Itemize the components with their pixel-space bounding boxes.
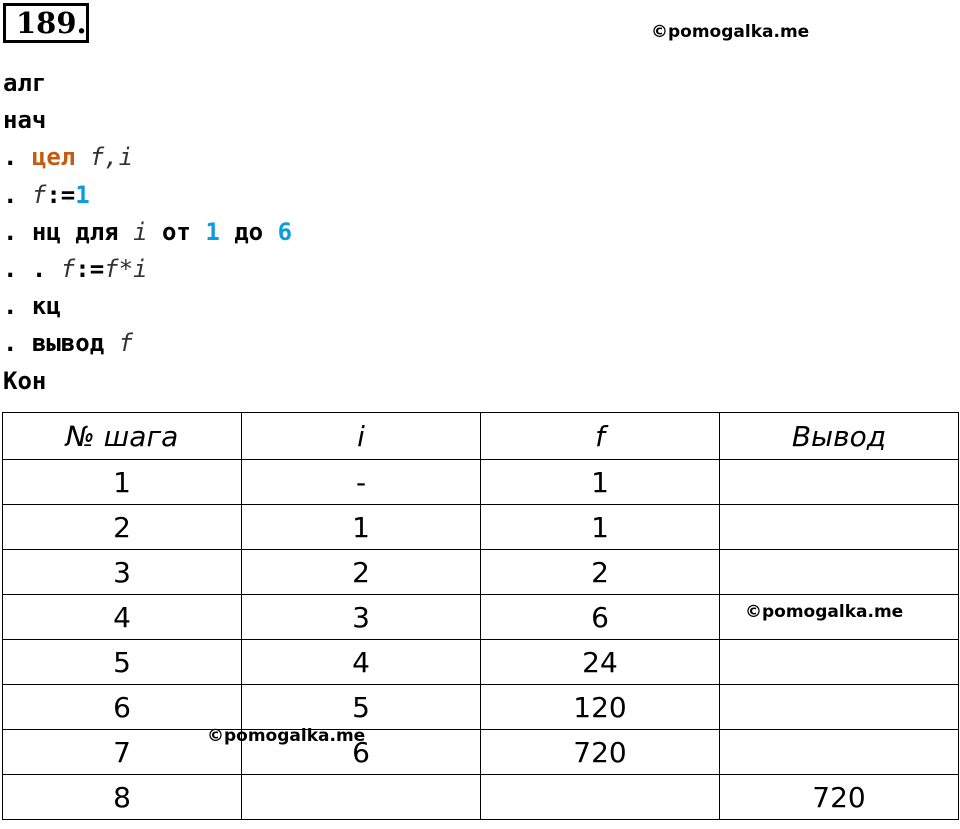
code-token-kw: кц [31,292,61,321]
code-block [3,65,292,400]
code-token-type: цел [31,143,76,172]
code-token-var: f [118,329,134,358]
header-f: f [481,413,720,460]
cell-step: 8 [3,775,242,820]
cell-i [242,775,481,820]
code-line [3,139,292,176]
task-number: 189. [3,3,89,43]
cell-i: 5 [242,685,481,730]
code-token-var: f [60,254,76,283]
cell-f [481,775,720,820]
code-token-kw: нач [3,106,47,135]
code-line [3,177,292,214]
cell-output [720,640,959,685]
cell-output: 720 [720,775,959,820]
code-token-num: 6 [277,217,293,246]
code-token-kw: := [75,254,105,283]
table-row [3,685,959,730]
header-i: i [242,413,481,460]
watermark-top: ©pomogalka.me [651,22,810,42]
indent-dots: . [3,180,32,209]
code-line [3,251,292,288]
code-token-kw: вывод [31,329,105,358]
cell-output [720,505,959,550]
table-row [3,460,959,505]
header-output: Вывод [720,413,959,460]
code-token-num: 1 [205,217,220,246]
code-token-var: i [133,217,148,246]
cell-f: 1 [481,460,720,505]
code-token-var: f,i [89,143,134,172]
code-token-plain [220,218,234,246]
cell-i: 3 [242,595,481,640]
cell-f: 6 [481,595,720,640]
cell-i: 4 [242,640,481,685]
table-row [3,505,959,550]
table-row [3,640,959,685]
cell-step: 3 [3,550,242,595]
cell-f: 120 [481,685,720,730]
code-token-kw: до [234,217,264,246]
cell-f: 1 [481,505,720,550]
code-token-kw: алг [3,69,47,97]
indent-dots: . [3,329,32,358]
cell-f: 720 [481,730,720,775]
code-token-plain [148,218,162,246]
code-line [3,102,292,139]
cell-output [720,460,959,505]
table-header-row [3,413,959,460]
cell-step: 5 [3,640,242,685]
cell-step: 1 [3,460,242,505]
cell-i: 2 [242,550,481,595]
cell-output [720,550,959,595]
indent-dots: . [3,217,32,246]
code-token-var: f*i [104,254,148,283]
code-token-kw: от [161,217,191,246]
cell-i: - [242,460,481,505]
code-token-plain [191,218,205,246]
watermark-table-left: ©pomogalka.me [207,726,366,746]
cell-i: 1 [242,505,481,550]
table-row [3,775,959,820]
cell-output [720,730,959,775]
code-token-kw: нц для [31,217,119,246]
cell-output [720,685,959,730]
cell-f: 2 [481,550,720,595]
code-line [3,65,292,102]
code-token-plain [75,143,89,171]
code-line [3,288,292,325]
code-token-kw: := [46,180,76,209]
code-token-plain [119,218,133,246]
code-line [3,363,292,400]
code-token-plain [263,218,277,246]
cell-step: 2 [3,505,242,550]
table-row [3,550,959,595]
table-row [3,730,959,775]
cell-step: 4 [3,595,242,640]
cell-f: 24 [481,640,720,685]
header-step: № шага [3,413,242,460]
cell-step: 7 [3,730,242,775]
cell-step: 6 [3,685,242,730]
code-line [3,325,292,362]
indent-dots: . . [3,254,61,283]
cell-i: 6 [242,730,481,775]
code-token-plain [104,329,118,357]
code-line [3,214,292,251]
indent-dots: . [3,143,32,172]
code-token-num: 1 [75,180,90,209]
code-token-kw: Кон [3,366,47,395]
watermark-table-right: ©pomogalka.me [745,602,904,622]
code-token-var: f [31,180,47,209]
indent-dots: . [3,292,32,321]
